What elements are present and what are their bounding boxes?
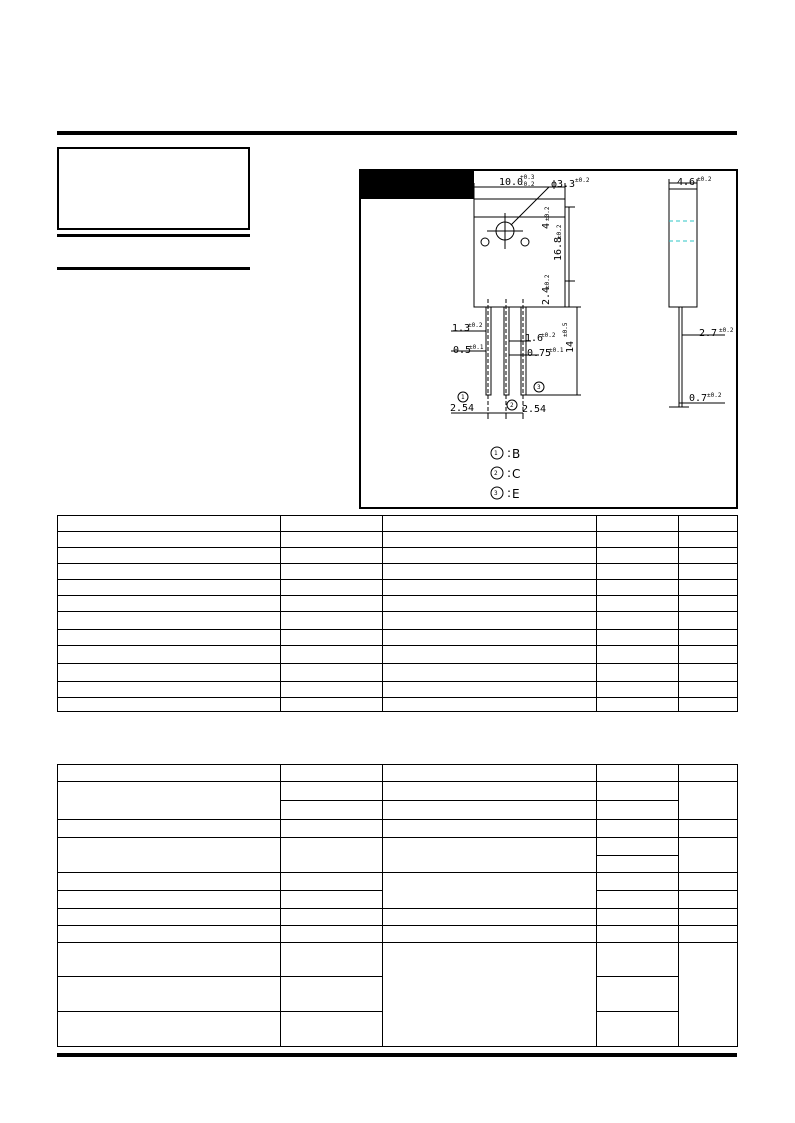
- table-row: [58, 664, 738, 682]
- dim-lead-len-tol: ±0.5: [562, 322, 569, 337]
- dim-pitch-right: 2.54: [522, 404, 547, 415]
- pin-legend-1-sep: :: [507, 446, 512, 460]
- table-row: [58, 612, 738, 630]
- table-row: [58, 909, 738, 926]
- dim-lead-w2-tol: ±0.2: [541, 332, 556, 339]
- dim-width-tol-minus: -0.2: [520, 181, 535, 188]
- subtitle-rule-top: [57, 234, 250, 237]
- dim-side-thickness: 4.6: [677, 177, 696, 188]
- table-row: [58, 596, 738, 612]
- dim-lead-w2: 1.6: [525, 333, 544, 344]
- dim-body-h-tol: ±0.2: [556, 224, 563, 239]
- dim-hole: ϕ3.3: [551, 179, 576, 190]
- pin-legend-1-name: B: [512, 447, 521, 461]
- table-row: [58, 926, 738, 943]
- dim-side-lead-thickness: 0.7: [689, 393, 708, 404]
- table-row: [58, 580, 738, 596]
- dim-lead-w1-tol: ±0.2: [468, 322, 483, 329]
- pin-legend-2-name: C: [512, 467, 521, 481]
- pin-legend-2-number: 2: [494, 470, 498, 477]
- pin-legend-3-sep: :: [507, 486, 512, 500]
- package-body-side: [669, 189, 697, 307]
- table-row: [58, 630, 738, 646]
- dim-side-lead-thickness-tol: ±0.2: [707, 392, 722, 399]
- dim-width: 10.0: [499, 177, 524, 188]
- dim-side-thickness-tol: ±0.2: [697, 176, 712, 183]
- table-row: [58, 873, 738, 891]
- subtitle-rule-bottom: [57, 267, 250, 270]
- pin-2-callout: 2: [510, 402, 514, 409]
- dim-lead-th: 0.5: [453, 345, 472, 356]
- dim-hole-tol: ±0.2: [575, 177, 590, 184]
- ratings-header-row: [58, 516, 738, 532]
- top-rule: [57, 131, 737, 135]
- dim-top-off: 4: [541, 222, 552, 229]
- lead-side: [679, 307, 682, 407]
- ratings-table: [57, 515, 738, 712]
- dim-body-h: 16.8: [553, 236, 564, 261]
- dim-top-off-tol: ±0.2: [544, 206, 551, 221]
- pin-1-callout: 1: [461, 394, 465, 401]
- table-row: [58, 820, 738, 838]
- table-row: [58, 548, 738, 564]
- bottom-rule: [57, 1053, 737, 1057]
- dim-lead-len: 14: [565, 340, 576, 353]
- table-row: [58, 564, 738, 580]
- dim-lead-w3-tol: ±0.1: [549, 347, 564, 354]
- pin-3-callout: 3: [537, 384, 541, 391]
- part-number-box: [57, 147, 250, 230]
- dim-side-lead: 2.7: [699, 328, 718, 339]
- pin-legend-3-name: E: [512, 487, 520, 501]
- dim-lead-th-tol: ±0.1: [469, 344, 484, 351]
- dim-lead-w1: 1.3: [452, 323, 471, 334]
- table-row: [58, 646, 738, 664]
- table-row: [58, 782, 738, 801]
- pin-legend-2-sep: :: [507, 466, 512, 480]
- table-row: [58, 838, 738, 856]
- dim-tab: 2.4: [541, 286, 552, 305]
- table-row: [58, 698, 738, 712]
- package-outline-drawing: [359, 169, 738, 509]
- pin-legend-3-number: 3: [494, 490, 498, 497]
- dim-lead-w3: 0.75: [527, 348, 552, 359]
- dim-tab-tol: ±0.2: [544, 274, 551, 289]
- table-row: [58, 682, 738, 698]
- dim-width-tol-plus: +0.3: [520, 174, 535, 181]
- dim-pitch-left: 2.54: [450, 403, 475, 414]
- table-row: [58, 943, 738, 977]
- characteristics-table: [57, 764, 738, 1047]
- table-row: [58, 532, 738, 548]
- dim-side-lead-tol: ±0.2: [719, 327, 734, 334]
- characteristics-header-row: [58, 765, 738, 782]
- pin-legend-1-number: 1: [494, 450, 498, 457]
